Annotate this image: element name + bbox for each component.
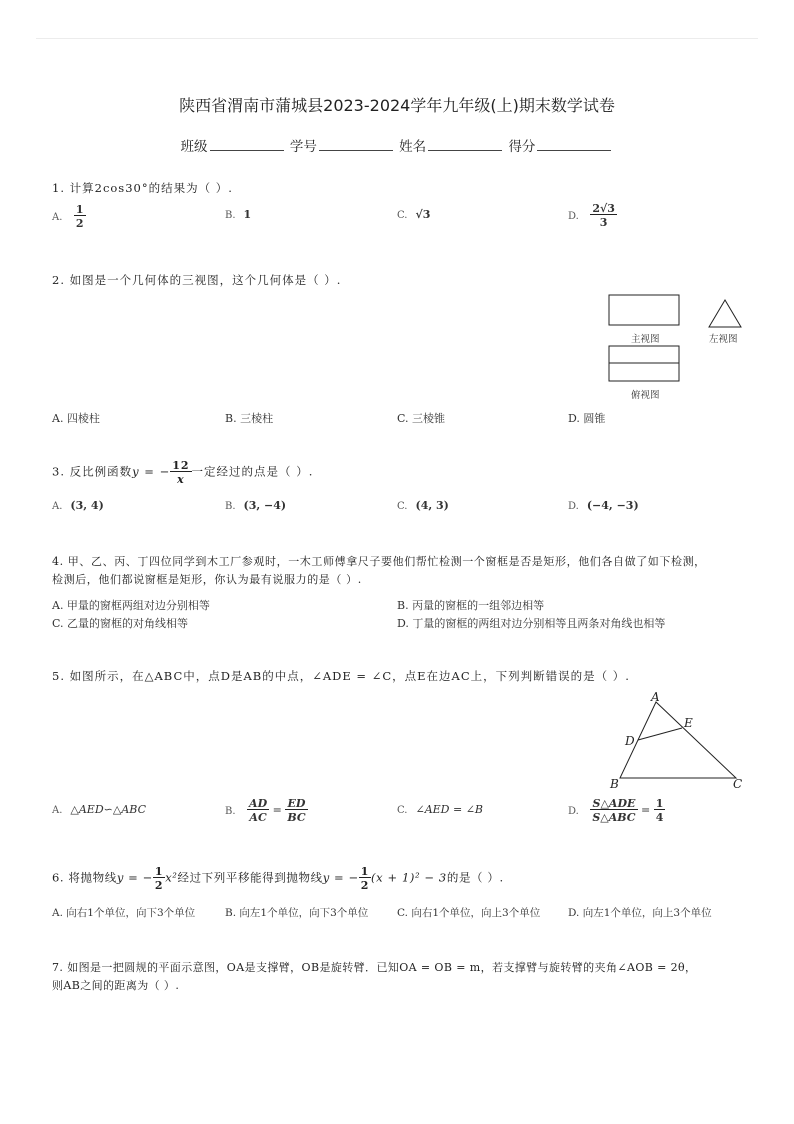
q3-c-value: (4, 3): [415, 499, 449, 512]
q5-d-num1: S△ADE: [590, 798, 637, 810]
q6-f2-num: 1: [360, 865, 370, 878]
q1-option-c[interactable]: [397, 208, 430, 221]
q6-f1-fraction: [153, 866, 165, 891]
q6-f2-den: 2: [360, 879, 370, 892]
q5-c-letter: C.: [397, 805, 408, 816]
q1-a-letter: A.: [52, 211, 63, 223]
q5-label-a: A: [651, 690, 660, 704]
q5-option-b[interactable]: [225, 798, 308, 823]
triangle-abc: [620, 702, 736, 778]
q3-func-den: x: [177, 473, 185, 486]
q1-option-d[interactable]: [568, 203, 617, 228]
q5-triangle-figure: [600, 690, 750, 790]
q2-option-c[interactable]: C. 三棱锥: [397, 412, 446, 425]
q5-option-c[interactable]: [397, 803, 483, 816]
q6-option-d[interactable]: D. 向左1个单位，向上3个单位: [568, 907, 712, 919]
q1-c-letter: C.: [397, 210, 408, 221]
q6-stem-post: 的是（ ）.: [446, 870, 504, 885]
name-label: 姓名: [399, 139, 427, 155]
exam-title: 陕西省渭南市蒲城县2023-2024学年九年级(上)期末数学试卷: [179, 96, 615, 115]
q5-d-num2: 1: [655, 797, 664, 810]
left-view-triangle: [709, 300, 741, 327]
q5-label-d: D: [625, 734, 635, 748]
q5-label-b: B: [610, 777, 619, 791]
q5-option-d[interactable]: [568, 798, 665, 823]
q4-stem-line1: 4. 甲、乙、丙、丁四位同学到木工厂参观时，一木工师傅拿尺子要他们帮忙检测一个窗框是否是矩形，他们各自做了如下检测，: [52, 555, 706, 568]
q3-a-letter: A.: [52, 501, 63, 512]
q3-func-fraction: [170, 460, 191, 485]
q3-d-value: (−4, −3): [586, 499, 639, 512]
q6-f2-fraction: [359, 866, 371, 891]
left-view-label: 左视图: [709, 334, 738, 345]
q3-stem-pre: 3. 反比例函数: [52, 464, 133, 479]
q6-option-b[interactable]: B. 向左1个单位，向下3个单位: [225, 907, 369, 919]
q1-d-fraction: [590, 203, 617, 228]
q2-stem: 2. 如图是一个几何体的三视图，这个几何体是（ ）.: [52, 273, 342, 287]
front-view-label: 主视图: [631, 334, 660, 345]
q1-b-value: 1: [243, 208, 252, 221]
q5-label-e: E: [684, 716, 693, 730]
q6-f2-lhs: y = −: [322, 870, 359, 885]
q6-f1-num: 1: [154, 865, 164, 878]
q5-b-num1: AD: [249, 797, 268, 810]
q4-option-a[interactable]: A. 甲量的窗框两组对边分别相等: [52, 599, 210, 612]
q4-option-b[interactable]: B. 丙量的窗框的一组邻边相等: [397, 599, 545, 612]
q5-b-letter: B.: [225, 805, 236, 817]
q6-option-c[interactable]: C. 向右1个单位，向上3个单位: [397, 907, 541, 919]
q5-d-fraction-1: [590, 798, 637, 823]
student-info-line: [0, 135, 794, 155]
q3-c-letter: C.: [397, 501, 408, 512]
q2-option-a[interactable]: A. 四棱柱: [52, 412, 100, 425]
q5-d-fraction-2: [654, 798, 666, 823]
q4-option-c[interactable]: C. 乙量的窗框的对角线相等: [52, 617, 189, 630]
q5-b-fraction-2: [285, 798, 307, 823]
q5-d-den1: S△ABC: [592, 811, 636, 824]
q5-d-equals: =: [641, 803, 651, 817]
q3-option-c[interactable]: [397, 499, 449, 512]
q6-stem: [52, 866, 504, 891]
top-view-label: 俯视图: [631, 390, 660, 401]
header-divider: [36, 38, 758, 39]
score-blank[interactable]: [537, 138, 611, 151]
q3-func-lhs: y = −: [132, 464, 171, 479]
class-blank[interactable]: [210, 138, 284, 151]
q1-option-b[interactable]: [225, 208, 251, 221]
q5-c-value: ∠AED = ∠B: [415, 803, 484, 816]
q5-b-den2: BC: [287, 811, 306, 824]
segment-de: [638, 728, 682, 740]
q5-b-num2: ED: [285, 798, 307, 810]
q5-label-c: C: [733, 777, 743, 791]
q5-b-den1: AC: [249, 811, 267, 824]
q5-a-value: △AED∽△ABC: [70, 803, 146, 816]
class-label: 班级: [180, 139, 208, 155]
q4-stem-line2: 检测后，他们都说窗框是矩形，你认为最有说服力的是（ ）.: [52, 573, 362, 586]
q1-c-value: √3: [415, 208, 431, 221]
q1-b-letter: B.: [225, 210, 236, 221]
q3-stem: [52, 460, 313, 485]
q3-option-d[interactable]: [568, 499, 639, 512]
q6-stem-pre: 6. 将抛物线: [52, 870, 117, 885]
q3-d-letter: D.: [568, 501, 579, 512]
q6-f2-rhs: (x + 1)² − 3: [371, 870, 447, 885]
q1-option-a[interactable]: [52, 204, 86, 229]
q5-b-equals: =: [272, 803, 282, 817]
q1-d-letter: D.: [568, 210, 579, 222]
q1-a-fraction: [74, 204, 86, 229]
q5-stem: 5. 如图所示，在△ABC中，点D是AB的中点，∠ADE = ∠C，点E在边AC上，下列判断错误的是（ ）.: [52, 669, 630, 683]
q1-a-den: 2: [75, 217, 84, 230]
q6-option-a[interactable]: A. 向右1个单位，向下3个单位: [52, 907, 196, 919]
q2-option-b[interactable]: B. 三棱柱: [225, 412, 274, 425]
q7-stem-line2: 则AB之间的距离为（ ）.: [52, 979, 180, 992]
q3-option-a[interactable]: [52, 499, 104, 512]
q3-func-num: 12: [172, 459, 190, 472]
q5-a-letter: A.: [52, 805, 63, 816]
q5-d-den2: 4: [655, 811, 664, 824]
q3-option-b[interactable]: [225, 499, 286, 512]
q5-b-fraction-1: [247, 798, 269, 823]
q3-b-letter: B.: [225, 501, 236, 512]
q6-f1-den: 2: [154, 879, 164, 892]
q1-a-num: 1: [75, 203, 84, 216]
q4-option-d[interactable]: D. 丁量的窗框的两组对边分别相等且两条对角线也相等: [397, 617, 666, 630]
q3-stem-post: 一定经过的点是（ ）.: [191, 464, 314, 479]
q5-d-letter: D.: [568, 805, 579, 817]
q2-option-d[interactable]: D. 圆锥: [568, 412, 606, 425]
q1-d-den: 3: [599, 216, 608, 229]
q3-a-value: (3, 4): [70, 499, 104, 512]
number-blank[interactable]: [319, 138, 393, 151]
q3-b-value: (3, −4): [243, 499, 287, 512]
front-view-rect: [609, 295, 679, 325]
q6-f1-lhs: y = −: [116, 870, 153, 885]
q5-option-a[interactable]: [52, 803, 146, 816]
number-label: 学号: [289, 139, 317, 155]
name-blank[interactable]: [428, 138, 502, 151]
q1-d-num: 2√3: [592, 202, 615, 215]
q7-stem-line1: 7. 如图是一把圆规的平面示意图，OA是支撑臂，OB是旋转臂．已知OA = OB = m，若支撑臂与旋转臂的夹角∠AOB = 2θ，: [52, 961, 697, 974]
score-label: 得分: [508, 139, 536, 155]
q6-stem-mid: 经过下列平移能得到抛物线: [177, 870, 323, 885]
q1-stem: 1. 计算2cos30°的结果为（ ）.: [52, 181, 233, 195]
q6-f1-rhs: x²: [165, 870, 178, 885]
